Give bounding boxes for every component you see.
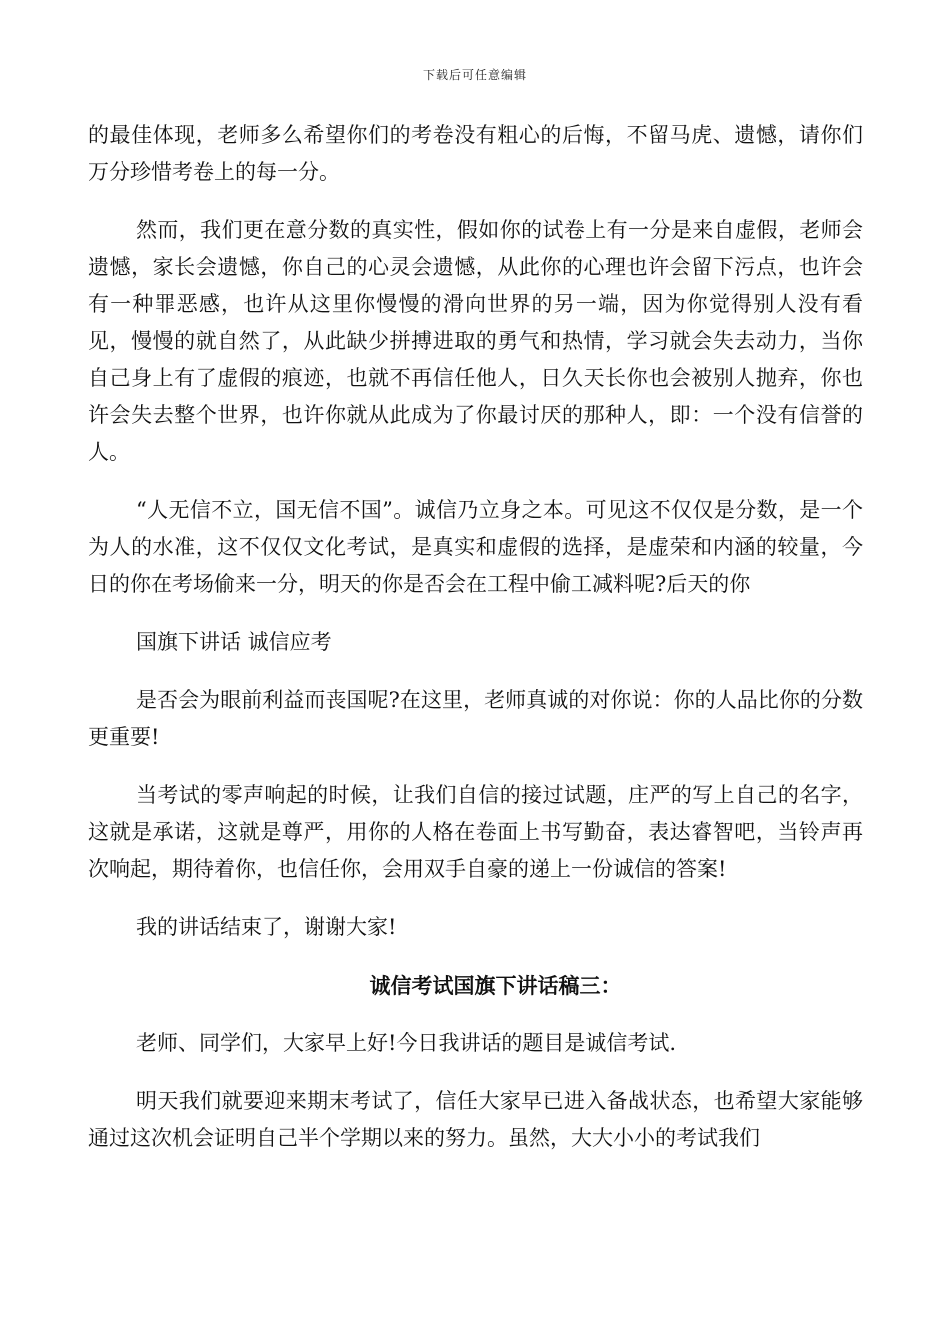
paragraph: 然而，我们更在意分数的真实性，假如你的试卷上有一分是来自虚假，老师会遗憾，家长会遗憾，你自己的心灵会遗憾，从此你的心理也许会留下污点，也许会有一种罪恶感，也许从这里你慢慢的滑向世界的另一端，因为你觉得别人没有看见，慢慢的就自然了，从此缺少拼搏进取的勇气和热情，学习就会失去动力，当你自己身上有了虚假的痕迹，也就不再信任他人，日久天长你也会被别人抛弃，你也许会失去整个世界，也许你就从此成为了你最讨厌的那种人，即：一个没有信誉的人。 xyxy=(88,218,863,464)
section-heading: 诚信考试国旗下讲话稿三： xyxy=(369,973,622,998)
paragraph-subtitle: 国旗下讲话 诚信应考 xyxy=(136,630,332,654)
paragraph: 是否会为眼前利益而丧国呢?在这里，老师真诚的对你说：你的人品比你的分数更重要! xyxy=(88,688,863,749)
page-header: 下载后可任意编辑 xyxy=(422,68,527,82)
paragraph: 的最佳体现，老师多么希望你们的考卷没有粗心的后悔，不留马虎、遗憾，请你们万分珍惜考卷上的每一分。 xyxy=(88,123,863,184)
paragraph: 当考试的零声响起的时候，让我们自信的接过试题，庄严的写上自己的名字，这就是承诺，这就是尊严，用你的人格在卷面上书写勤奋，表达睿智吧，当铃声再次响起，期待着你，也信任你，会用双手自豪的递上一份诚信的答案! xyxy=(88,783,863,881)
paragraph: “人无信不立，国无信不国”。诚信乃立身之本。可见这不仅仅是分数，是一个为人的水准，这不仅仅文化考试，是真实和虚假的选择，是虚荣和内涵的较量，今日的你在考场偷来一分，明天的你是否会在工程中偷工减料呢?后天的你 xyxy=(88,498,863,596)
paragraph: 老师、同学们，大家早上好!今日我讲话的题目是诚信考试. xyxy=(136,1031,677,1055)
paragraph: 我的讲话结束了，谢谢大家! xyxy=(136,915,397,939)
paragraph: 明天我们就要迎来期末考试了，信任大家早已进入备战状态，也希望大家能够通过这次机会证明自己半个学期以来的努力。虽然，大大小小的考试我们 xyxy=(88,1089,863,1150)
document-body xyxy=(88,117,863,1178)
